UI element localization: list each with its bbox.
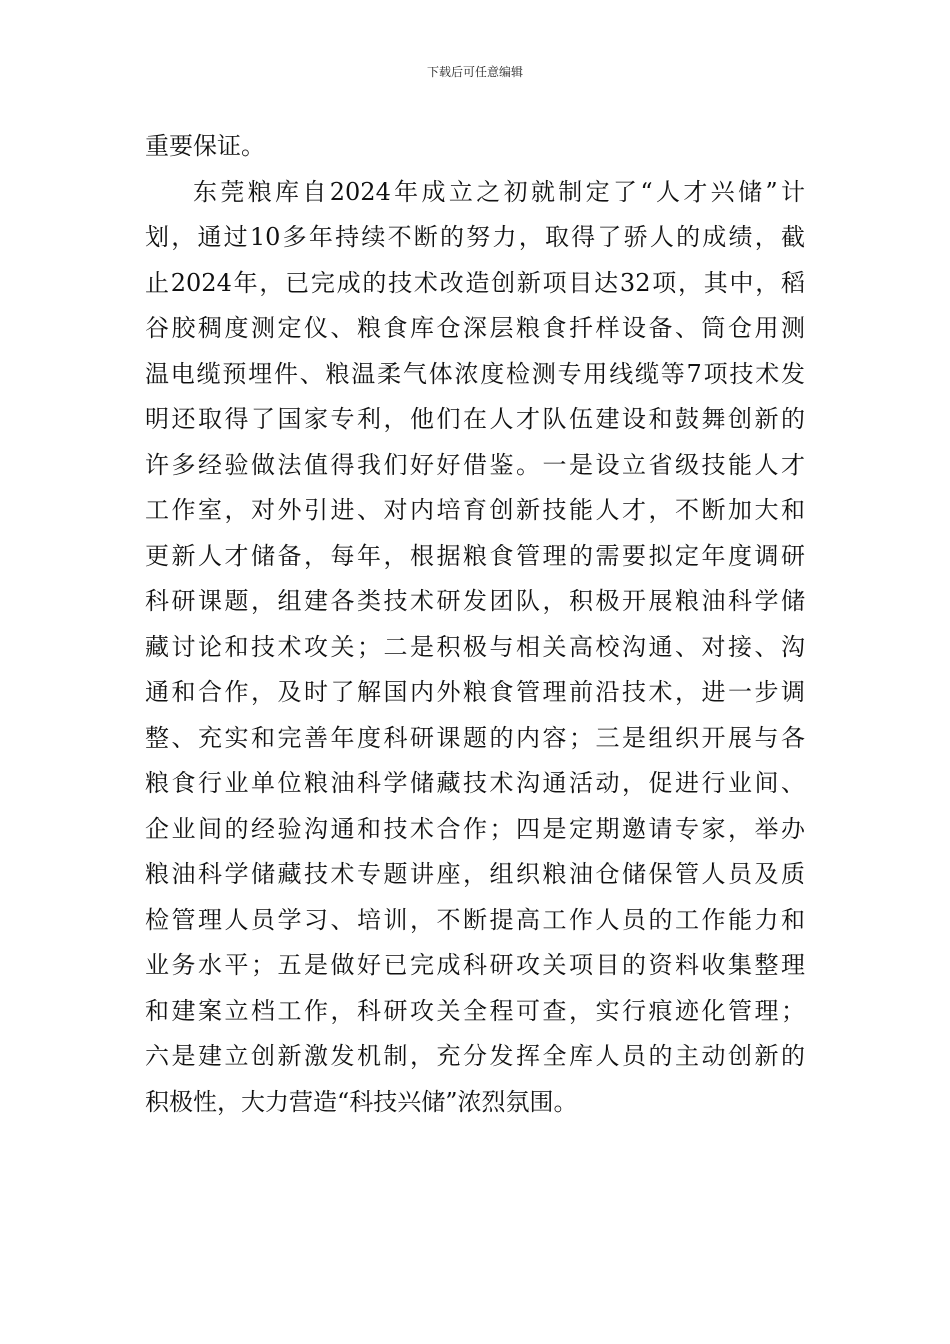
text-line: 温电缆预埋件、粮温柔气体浓度检测专用线缆等7项技术发 [145,359,805,388]
text-line: 企业间的经验沟通和技术合作；四是定期邀请专家，举办 [145,814,805,843]
text-line: 重要保证。 [145,132,265,160]
text-line: 粮油科学储藏技术专题讲座，组织粮油仓储保管人员及质 [145,860,805,888]
text-line: 止2024年，已完成的技术改造创新项目达32项，其中，稻 [145,268,805,297]
text-line: 粮食行业单位粮油科学储藏技术沟通活动，促进行业间、 [145,769,805,797]
text-line: 业务水平；五是做好已完成科研攻关项目的资料收集整理 [145,951,805,979]
page-header: 下载后可任意编辑 [426,65,523,79]
paragraph-2 [145,170,805,1126]
text-line: 六是建立创新激发机制，充分发挥全库人员的主动创新的 [145,1042,805,1070]
text-line: 工作室，对外引进、对内培育创新技能人才，不断加大和 [145,496,805,524]
text-line: 更新人才储备，每年，根据粮食管理的需要拟定年度调研 [145,541,805,570]
text-line: 检管理人员学习、培训，不断提高工作人员的工作能力和 [145,905,805,934]
text-line: 积极性，大力营造“科技兴储”浓烈氛围。 [145,1087,578,1116]
text-line: 整、充实和完善年度科研课题的内容；三是组织开展与各 [145,723,805,752]
text-line: 东莞粮库自2024年成立之初就制定了“人才兴储”计 [193,177,805,206]
body-text [145,124,805,1125]
text-line: 许多经验做法值得我们好好借鉴。一是设立省级技能人才 [145,450,805,479]
text-line: 划，通过10多年持续不断的努力，取得了骄人的成绩，截 [145,223,805,251]
text-line: 藏讨论和技术攻关；二是积极与相关高校沟通、对接、沟 [145,632,805,661]
text-line: 通和合作，及时了解国内外粮食管理前沿技术，进一步调 [145,678,805,706]
paragraph-1 [145,124,805,170]
text-line: 和建案立档工作，科研攻关全程可查，实行痕迹化管理； [145,996,805,1025]
text-line: 科研课题，组建各类技术研发团队，积极开展粮油科学储 [145,587,805,615]
text-line: 谷胶稠度测定仪、粮食库仓深层粮食扦样设备、筒仓用测 [145,314,805,342]
text-line: 明还取得了国家专利，他们在人才队伍建设和鼓舞创新的 [145,405,805,433]
